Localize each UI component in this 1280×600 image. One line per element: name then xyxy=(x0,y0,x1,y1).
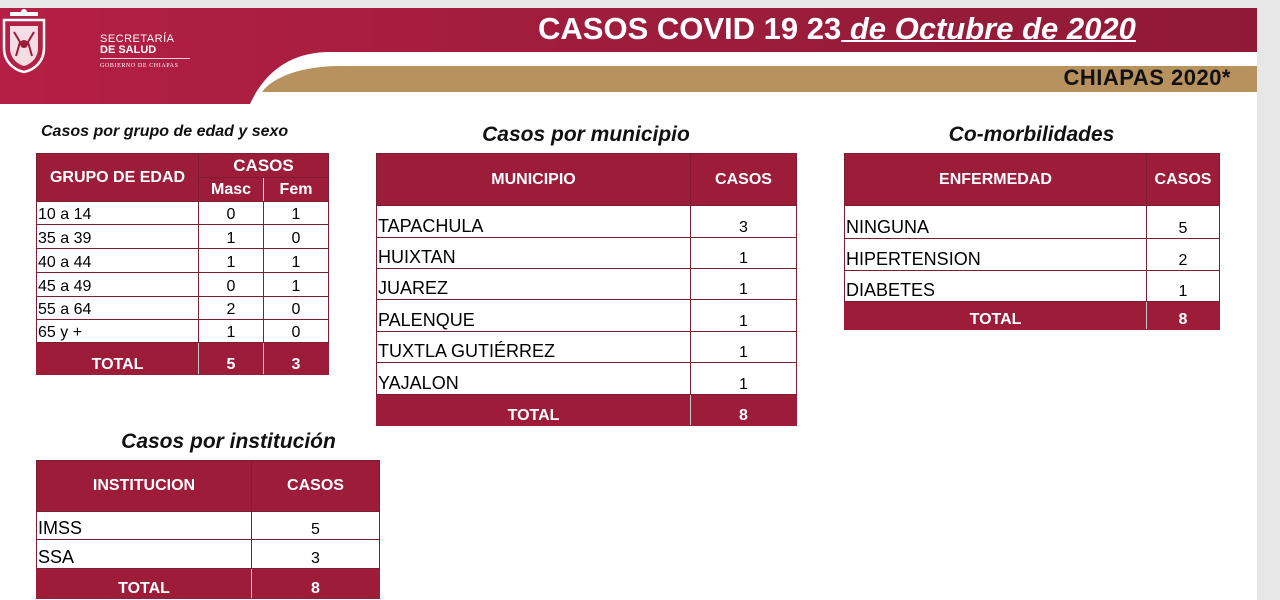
table-total-row xyxy=(845,302,1220,330)
cell-masc: 2 xyxy=(199,297,264,320)
col-masc: Masc xyxy=(199,178,264,202)
cell-enfermedad: HIPERTENSION xyxy=(845,239,1147,271)
total-casos: 8 xyxy=(1147,302,1220,330)
table-row xyxy=(37,320,329,343)
table-comorbilidades xyxy=(844,153,1220,330)
total-casos: 8 xyxy=(691,395,797,426)
cell-casos: 1 xyxy=(691,300,797,332)
cell-municipio: TAPACHULA xyxy=(377,206,691,238)
cell-enfermedad: DIABETES xyxy=(845,271,1147,302)
table-total-row xyxy=(37,569,380,599)
cell-masc: 0 xyxy=(199,273,264,297)
table-row xyxy=(377,269,797,300)
cell-grupo: 65 y + xyxy=(37,320,199,343)
cell-casos: 5 xyxy=(1147,206,1220,239)
total-label: TOTAL xyxy=(845,302,1147,330)
heading-municipio: Casos por municipio xyxy=(482,123,690,146)
logo-wordmark xyxy=(100,34,190,72)
table-municipio-header-row xyxy=(377,154,797,206)
cell-municipio: JUAREZ xyxy=(377,269,691,300)
cell-fem: 1 xyxy=(264,273,329,297)
cell-municipio: PALENQUE xyxy=(377,300,691,332)
table-comorbilidades-header-row xyxy=(845,154,1220,206)
table-row xyxy=(37,225,329,249)
table-total-row xyxy=(37,343,329,375)
total-masc: 5 xyxy=(199,343,264,375)
logo-line-3: GOBIERNO DE CHIAPAS xyxy=(100,63,179,69)
cell-casos: 1 xyxy=(691,332,797,363)
cell-enfermedad: NINGUNA xyxy=(845,206,1147,239)
cell-masc: 1 xyxy=(199,249,264,273)
cell-grupo: 35 a 39 xyxy=(37,225,199,249)
table-row xyxy=(37,202,329,225)
table-municipio xyxy=(376,153,797,426)
table-row xyxy=(845,239,1220,271)
total-casos: 8 xyxy=(252,569,380,599)
total-label: TOTAL xyxy=(377,395,691,426)
cell-masc: 1 xyxy=(199,320,264,343)
heading-institucion: Casos por institución xyxy=(121,430,336,453)
cell-fem: 0 xyxy=(264,320,329,343)
cell-fem: 0 xyxy=(264,297,329,320)
heading-comorbilidades: Co-morbilidades xyxy=(948,123,1115,146)
table-total-row xyxy=(377,395,797,426)
logo-line-1: SECRETARÍA xyxy=(100,33,175,45)
col-institucion: INSTITUCION xyxy=(37,461,252,512)
table-row xyxy=(377,238,797,269)
cell-casos: 1 xyxy=(691,238,797,269)
col-casos: CASOS xyxy=(1147,154,1220,206)
table-row xyxy=(37,512,380,540)
cell-casos: 1 xyxy=(691,363,797,395)
logo-line-2: DE SALUD xyxy=(100,44,157,56)
col-casos: CASOS xyxy=(252,461,380,512)
cell-fem: 1 xyxy=(264,202,329,225)
cell-institucion: IMSS xyxy=(37,512,252,540)
chiapas-shield-logo xyxy=(0,8,48,74)
table-row xyxy=(845,271,1220,302)
col-casos: CASOS xyxy=(199,154,329,178)
page-title xyxy=(538,11,1238,47)
table-edad-header-row xyxy=(37,154,329,178)
cell-grupo: 55 a 64 xyxy=(37,297,199,320)
cell-masc: 1 xyxy=(199,225,264,249)
cell-casos: 1 xyxy=(691,269,797,300)
cell-fem: 0 xyxy=(264,225,329,249)
cell-institucion: SSA xyxy=(37,540,252,569)
cell-casos: 3 xyxy=(252,540,380,569)
table-institucion xyxy=(36,460,380,599)
cell-grupo: 40 a 44 xyxy=(37,249,199,273)
logo-divider xyxy=(100,58,190,59)
table-row xyxy=(845,206,1220,239)
table-row xyxy=(37,297,329,320)
cell-municipio: YAJALON xyxy=(377,363,691,395)
table-row xyxy=(377,206,797,238)
table-row xyxy=(377,300,797,332)
cell-municipio: HUIXTAN xyxy=(377,238,691,269)
total-fem: 3 xyxy=(264,343,329,375)
total-label: TOTAL xyxy=(37,569,252,599)
col-fem: Fem xyxy=(264,178,329,202)
cell-casos: 3 xyxy=(691,206,797,238)
report-page xyxy=(0,8,1257,600)
page-subtitle: CHIAPAS 2020* xyxy=(1063,65,1231,90)
cell-casos: 1 xyxy=(1147,271,1220,302)
header-banner xyxy=(0,8,1257,108)
col-casos: CASOS xyxy=(691,154,797,206)
table-row xyxy=(37,540,380,569)
cell-grupo: 45 a 49 xyxy=(37,273,199,297)
cell-fem: 1 xyxy=(264,249,329,273)
cell-municipio: TUXTLA GUTIÉRREZ xyxy=(377,332,691,363)
title-date: de Octubre de 2020 xyxy=(841,11,1136,46)
cell-masc: 0 xyxy=(199,202,264,225)
table-row xyxy=(377,363,797,395)
cell-grupo: 10 a 14 xyxy=(37,202,199,225)
table-institucion-header-row xyxy=(37,461,380,512)
cell-casos: 2 xyxy=(1147,239,1220,271)
cell-casos: 5 xyxy=(252,512,380,540)
col-municipio: MUNICIPIO xyxy=(377,154,691,206)
total-label: TOTAL xyxy=(37,343,199,375)
col-enfermedad: ENFERMEDAD xyxy=(845,154,1147,206)
title-prefix: CASOS COVID 19 23 xyxy=(538,11,842,46)
table-row xyxy=(377,332,797,363)
col-grupo-edad: GRUPO DE EDAD xyxy=(37,154,199,202)
table-row xyxy=(37,249,329,273)
table-edad xyxy=(36,153,329,375)
heading-edad: Casos por grupo de edad y sexo xyxy=(41,123,289,140)
table-row xyxy=(37,273,329,297)
